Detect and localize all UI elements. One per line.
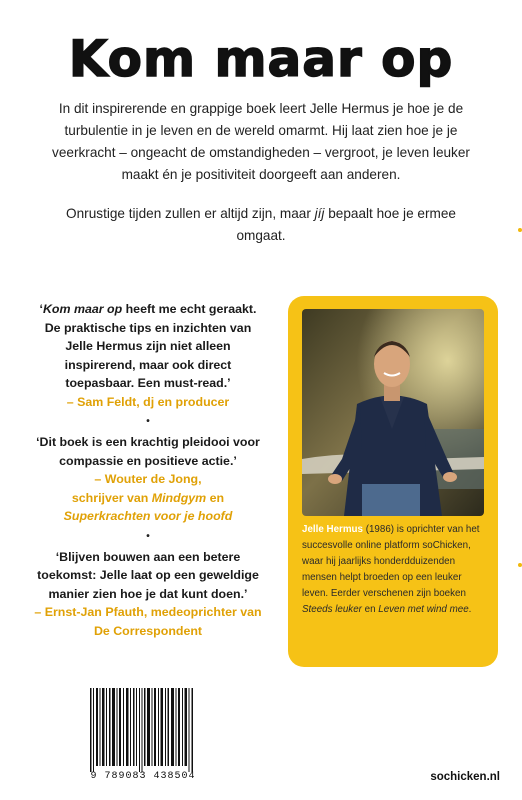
quote-3: ‘Blijven bouwen aan een betere toekomst: Jelle laat op een geweldige manier zien hoe je dat kunt doen.’ (37, 549, 259, 601)
quote-2-book-2: Superkrachten voor je hoofd (63, 509, 233, 523)
author-bio-text: (1986) is oprichter van het succesvolle online platform soChicken, waar hij jaarlijks honderdduizenden mensen helpt broeden op een leuker leven. Eerder verschenen zijn boeken (302, 524, 480, 599)
edge-dot-top (518, 228, 522, 232)
blurb (40, 98, 482, 264)
quote-1-text: heeft me echt geraakt. De praktische tips en inzichten van Jelle Hermus zijn niet alleen inspirerend, maar ook direct toepasbaar. Een must-read.’ (44, 302, 257, 390)
quote-1-attribution: – Sam Feldt, dj en producer (66, 394, 230, 409)
blurb-paragraph-1: In dit inspirerende en grappige boek leert Jelle Hermus je hoe je de turbulentie in je leven en de wereld omarmt. Hij laat zien hoe je je veerkracht – ongeacht de omstandigheden – vergroot, je leven leuker maakt én je positiviteit doorgeeft aan anderen. (52, 101, 470, 182)
quote-2-attribution-role: schrijver van (71, 490, 152, 505)
website-url[interactable]: sochicken.nl (430, 771, 500, 783)
author-photo (302, 309, 484, 516)
separator-bullet-1: • (146, 416, 150, 427)
quote-2-attribution-and: en (206, 490, 225, 505)
isbn-digits: 9 789083 438504 (90, 771, 196, 782)
author-bio-and: en (361, 604, 379, 615)
quote-2-attribution-name: – Wouter de Jong, (94, 472, 202, 486)
quote-1 (30, 300, 266, 393)
quote-2: ‘Dit boek is een krachtig pleidooi voor compassie en positieve actie.’ (36, 435, 260, 468)
separator-bullet-2: • (146, 530, 150, 542)
quote-1-book-title: Kom maar op (42, 302, 123, 316)
quote-1-open: ‘ (39, 302, 43, 316)
endorsements (30, 300, 266, 640)
isbn-barcode (88, 688, 198, 783)
author-book-1: Steeds leuker (302, 604, 362, 615)
author-bio-end: . (468, 604, 472, 615)
blurb-p2-end: bepaalt hoe je ermee omgaat. (236, 206, 456, 243)
author-name: Jelle Hermus (302, 524, 363, 535)
quote-3-attribution: – Ernst-Jan Pfauth, medeoprichter van De Correspondent (34, 605, 262, 638)
edge-dot-bottom (518, 563, 522, 567)
quote-2-book-1: Mindgym (151, 490, 207, 505)
author-bio (302, 522, 486, 618)
quote-2-attribution (30, 470, 266, 526)
author-card (288, 296, 498, 667)
book-title: Kom maar op (68, 30, 454, 88)
blurb-p2-start: Onrustige tijden zullen er altijd zijn, maar (66, 206, 315, 221)
barcode-bars (88, 688, 198, 772)
blurb-p2-emphasis: jíj (314, 206, 325, 221)
blurb-paragraph-2 (40, 203, 482, 247)
author-book-2: Leven met wind mee (378, 604, 469, 615)
author-photo-image (302, 309, 484, 516)
